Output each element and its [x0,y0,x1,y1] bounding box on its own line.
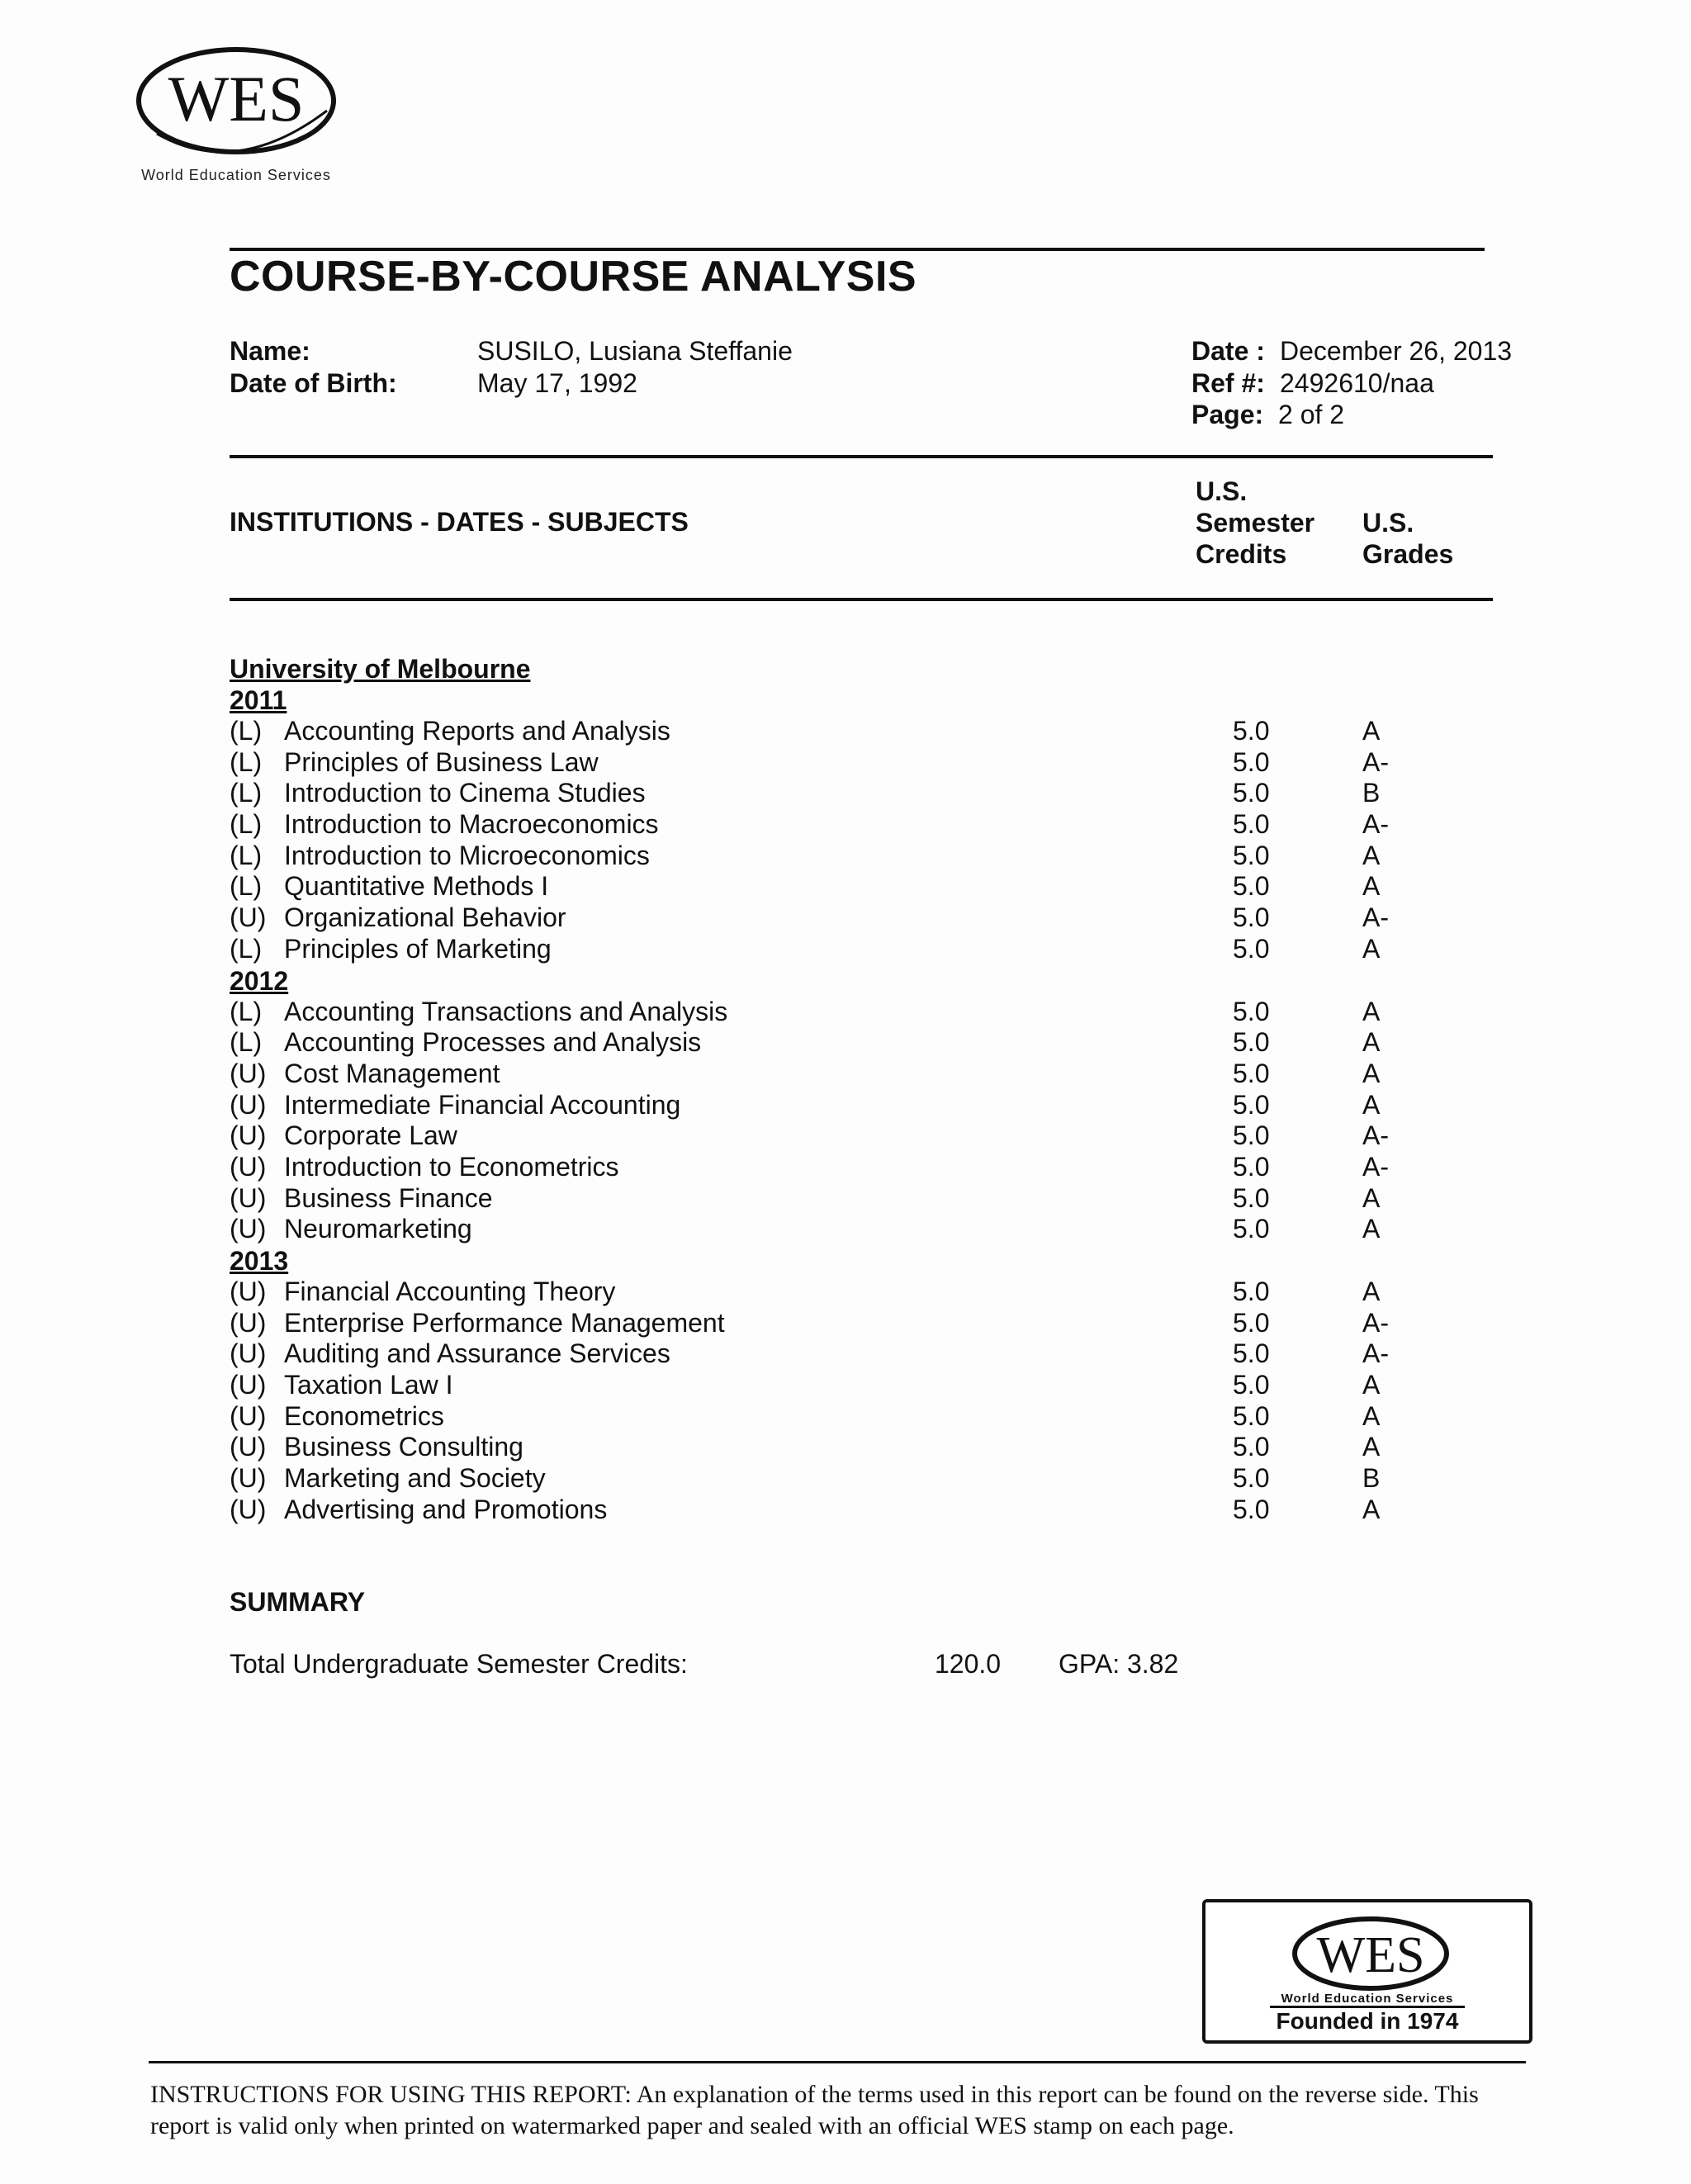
course-row [230,1027,1468,1059]
course-level: (L) [230,716,263,746]
course-level: (L) [230,871,263,902]
course-level: (U) [230,1307,267,1338]
course-name: Taxation Law I [284,1370,453,1400]
course-name: Accounting Processes and Analysis [284,1027,702,1058]
course-level: (L) [230,746,263,777]
page-title: COURSE-BY-COURSE ANALYSIS [230,253,917,301]
wes-stamp [1202,1899,1532,2044]
columns-rule [230,598,1493,601]
course-row [230,1214,1468,1245]
course-credits: 5.0 [1233,902,1270,933]
course-credits: 5.0 [1233,1432,1270,1462]
course-row [230,1090,1468,1121]
course-row [230,1463,1468,1495]
stamp-founded: Founded in 1974 [1205,2008,1529,2035]
course-row [230,1432,1468,1463]
course-level: (U) [230,1432,267,1462]
course-row [230,1308,1468,1339]
date-label: Date : [1191,336,1265,366]
course-level: (L) [230,933,263,964]
course-level: (U) [230,1463,267,1494]
course-credits: 5.0 [1233,840,1270,870]
course-grade: A- [1362,1151,1389,1182]
course-row [230,1152,1468,1183]
course-credits: 5.0 [1233,1307,1270,1338]
course-row [230,871,1468,902]
course-row [230,1401,1468,1433]
course-name: Auditing and Assurance Services [284,1338,670,1369]
course-name: Accounting Reports and Analysis [284,716,670,746]
course-grade: A- [1362,1307,1389,1338]
course-credits: 5.0 [1233,1463,1270,1494]
course-name: Cost Management [284,1058,500,1088]
summary-gpa: GPA: 3.82 [1059,1649,1179,1679]
summary-label: Total Undergraduate Semester Credits: [230,1649,688,1679]
logo-subtitle: World Education Services [141,167,331,183]
course-credits: 5.0 [1233,933,1270,964]
course-grade: A- [1362,1338,1389,1369]
course-credits: 5.0 [1233,1494,1270,1524]
course-credits: 5.0 [1233,1151,1270,1182]
course-credits: 5.0 [1233,1058,1270,1088]
course-name: Quantitative Methods I [284,871,549,902]
course-grade: A [1362,1214,1381,1244]
course-grade: A [1362,840,1381,870]
course-level: (U) [230,1214,267,1244]
course-name: Introduction to Econometrics [284,1151,619,1182]
course-name: Intermediate Financial Accounting [284,1089,681,1120]
name-label: Name: [230,336,310,366]
svg-text:WES: WES [168,63,305,135]
summary-total-credits: 120.0 [935,1649,1002,1679]
course-name: Principles of Marketing [284,933,552,964]
course-grade: A [1362,1058,1381,1088]
course-name: Marketing and Society [284,1463,546,1494]
course-grade: A- [1362,1120,1389,1151]
course-name: Advertising and Promotions [284,1494,608,1524]
course-credits: 5.0 [1233,1089,1270,1120]
title-rule [230,248,1485,251]
dob-value: May 17, 1992 [477,368,637,398]
course-grade: A [1362,716,1381,746]
course-level: (U) [230,1494,267,1524]
course-grade: A- [1362,902,1389,933]
course-row [230,841,1468,872]
course-row [230,809,1468,841]
course-grade: A [1362,1432,1381,1462]
institution-name: University of Melbourne [230,654,531,684]
course-name: Corporate Law [284,1120,457,1151]
course-row [230,997,1468,1028]
header-rule [230,455,1493,458]
name-value: SUSILO, Lusiana Steffanie [477,336,793,366]
course-name: Neuromarketing [284,1214,472,1244]
course-grade: A [1362,1370,1381,1400]
course-level: (U) [230,1370,267,1400]
course-credits: 5.0 [1233,1370,1270,1400]
course-grade: A [1362,1089,1381,1120]
course-grade: A [1362,1277,1381,1306]
course-credits: 5.0 [1233,1338,1270,1369]
course-level: (L) [230,778,263,808]
course-row [230,716,1468,747]
course-name: Business Finance [284,1182,493,1213]
column-heading-grades: U.S. Grades [1362,508,1454,569]
year-heading: 2011 [230,685,287,715]
stamp-logo [1288,1914,1453,1997]
course-grade: A- [1362,746,1389,777]
course-row [230,778,1468,809]
course-credits: 5.0 [1233,996,1270,1026]
footer-rule [149,2061,1526,2063]
course-row [230,1338,1468,1370]
course-level: (U) [230,1151,267,1182]
column-heading-subjects: INSTITUTIONS - DATES - SUBJECTS [230,507,689,537]
course-level: (U) [230,1338,267,1369]
dob-label: Date of Birth: [230,368,397,398]
course-grade: A- [1362,809,1389,840]
course-level: (U) [230,902,267,933]
summary-heading: SUMMARY [230,1587,366,1617]
course-name: Enterprise Performance Management [284,1307,725,1338]
course-grade: A [1362,996,1381,1026]
course-credits: 5.0 [1233,1400,1270,1431]
course-grade: B [1362,1463,1381,1494]
course-row [230,747,1468,779]
course-level: (U) [230,1089,267,1120]
course-name: Introduction to Cinema Studies [284,778,646,808]
ref-label: Ref #: [1191,368,1265,398]
course-row [230,902,1468,934]
course-row [230,1277,1468,1308]
column-heading-credits: U.S. Semester Credits [1196,476,1315,569]
course-row [230,1120,1468,1152]
course-credits: 5.0 [1233,746,1270,777]
course-name: Organizational Behavior [284,902,566,933]
course-credits: 5.0 [1233,1120,1270,1151]
course-grade: A [1362,1494,1381,1524]
course-level: (U) [230,1277,267,1306]
course-name: Principles of Business Law [284,746,599,777]
instructions-text: INSTRUCTIONS FOR USING THIS REPORT: An explanation of the terms used in this report can be found on the reverse side. This report is valid only when printed on watermarked paper and sealed with an official WES stamp on each page. [150,2081,1479,2139]
course-name: Econometrics [284,1400,444,1431]
course-credits: 5.0 [1233,716,1270,746]
course-grade: A [1362,933,1381,964]
course-credits: 5.0 [1233,1027,1270,1058]
course-grade: A [1362,1027,1381,1058]
year-heading: 2012 [230,965,289,996]
course-grade: A [1362,1400,1381,1431]
course-grade: A [1362,1182,1381,1213]
date-value: December 26, 2013 [1280,336,1513,366]
years-container [230,685,1468,1526]
course-level: (U) [230,1182,267,1213]
course-level: (L) [230,996,263,1026]
course-grade: B [1362,778,1381,808]
course-list [230,653,1468,1526]
course-credits: 5.0 [1233,1214,1270,1244]
course-row [230,1495,1468,1526]
course-row [230,934,1468,965]
course-name: Business Consulting [284,1432,523,1462]
course-name: Financial Accounting Theory [284,1277,616,1306]
course-name: Introduction to Microeconomics [284,840,650,870]
course-level: (L) [230,840,263,870]
stamp-subtitle: World Education Services [1281,1992,1454,2006]
svg-text:WES: WES [1316,1927,1425,1983]
course-credits: 5.0 [1233,809,1270,840]
year-heading: 2013 [230,1246,289,1276]
course-level: (U) [230,1400,267,1431]
course-row [230,1370,1468,1401]
course-level: (U) [230,1120,267,1151]
course-credits: 5.0 [1233,1277,1270,1306]
course-credits: 5.0 [1233,778,1270,808]
course-level: (L) [230,809,263,840]
page-value: 2 of 2 [1278,400,1345,429]
course-level: (U) [230,1058,267,1088]
course-level: (L) [230,1027,263,1058]
page-label: Page: [1191,400,1264,429]
course-name: Introduction to Macroeconomics [284,809,659,840]
course-name: Accounting Transactions and Analysis [284,996,728,1026]
ref-value: 2492610/naa [1280,368,1434,398]
course-grade: A [1362,871,1381,902]
course-credits: 5.0 [1233,871,1270,902]
course-credits: 5.0 [1233,1182,1270,1213]
course-row [230,1183,1468,1215]
course-row [230,1059,1468,1090]
